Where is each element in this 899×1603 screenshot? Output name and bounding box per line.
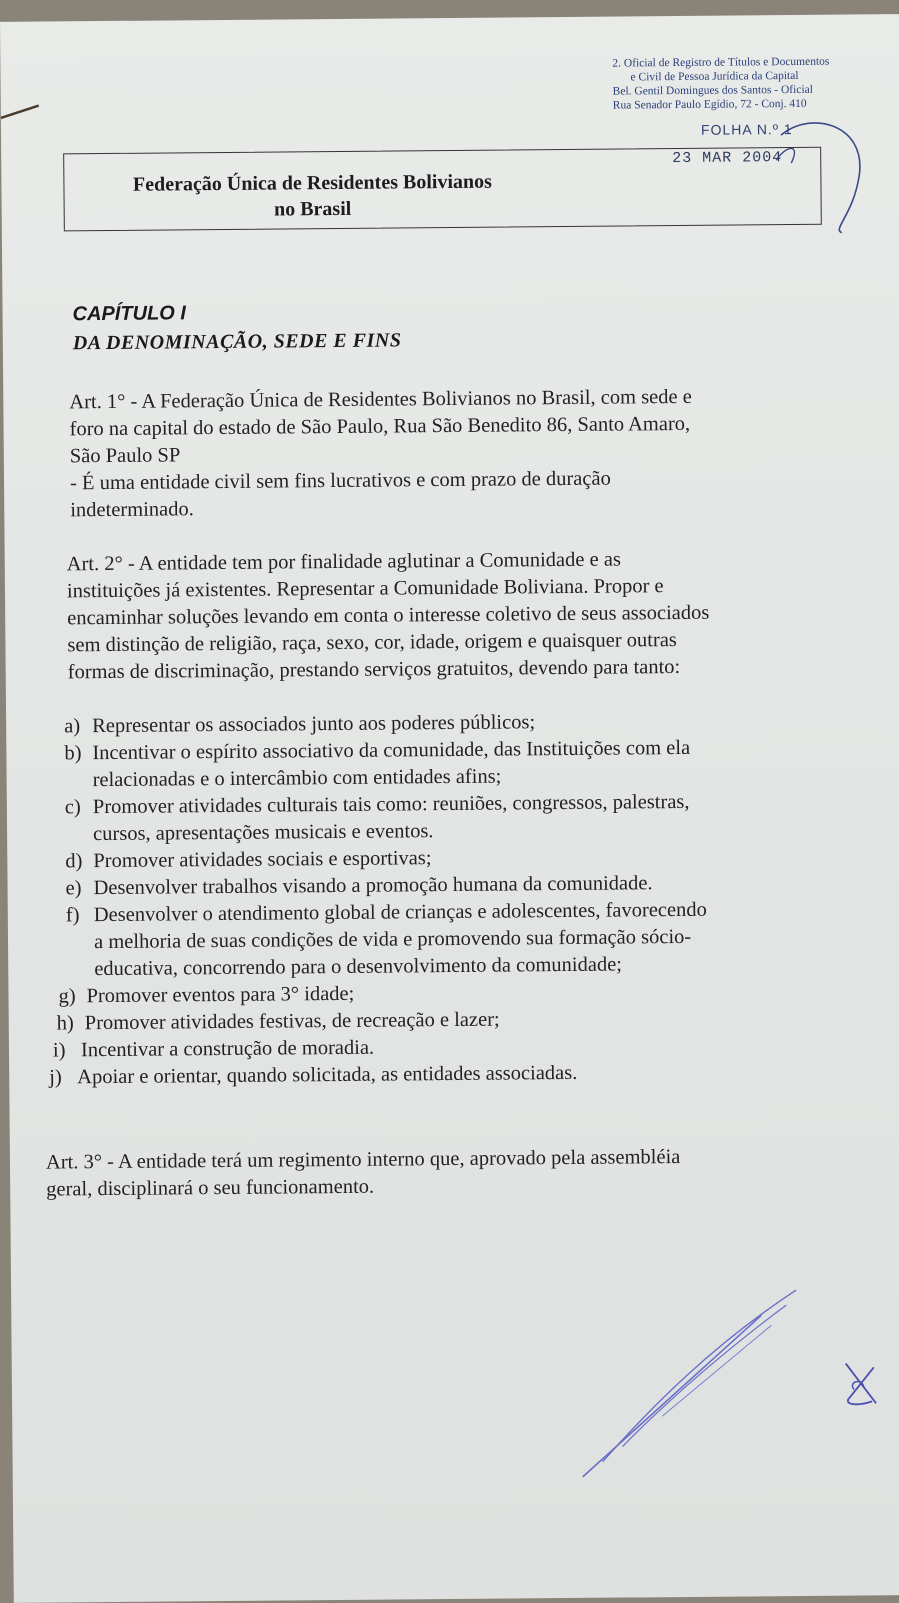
list-text: Promover atividades culturais tais como: reuniões, congressos, palestras,: [92, 790, 690, 819]
list-item: [64, 735, 705, 795]
article-2-items: [49, 708, 708, 1092]
text-line: Art. 2° - A entidade tem por finalidade aglutinar a Comunidade e as: [66, 548, 621, 576]
chapter-subtitle: DA DENOMINAÇÃO, SEDE E FINS: [72, 329, 402, 355]
page-title-line2: no Brasil: [273, 197, 352, 221]
list-marker: b): [64, 742, 82, 765]
list-text: Promover atividades sociais e esportivas;: [93, 847, 432, 873]
list-marker: i): [52, 1039, 66, 1062]
document-page: [0, 14, 899, 1603]
list-item: [49, 1059, 708, 1092]
list-text: Desenvolver o atendimento global de crianças e adolescentes, favorecendo: [93, 898, 707, 927]
list-text: Incentivar o espírito associativo da comunidade, das Instituições com ela: [92, 736, 691, 765]
text-line: geral, disciplinará o seu funcionamento.: [46, 1175, 375, 1201]
list-text: cursos, apresentações musicais e eventos.: [93, 820, 434, 846]
text-line: São Paulo SP: [69, 444, 181, 468]
article-2: [67, 545, 830, 687]
pen-stroke: [1, 81, 62, 142]
list-marker: d): [65, 850, 83, 873]
text-line: instituições já existentes. Representar a Comunidade Boliviana. Propor e: [66, 575, 664, 603]
list-text: a melhoria de suas condições de vida e promovendo sua formação sócio-: [93, 925, 692, 954]
list-text: Incentivar a construção de moradia.: [80, 1036, 375, 1062]
list-marker: j): [49, 1066, 62, 1089]
text-line: Art. 1° - A Federação Única de Residentes Bolivianos no Brasil, com sede e: [69, 385, 692, 414]
text-line: foro na capital do estado de São Paulo, Rua São Benedito 86, Santo Amaro,: [69, 412, 691, 441]
text-line: encaminhar soluções levando em conta o interesse coletivo de seus associados: [67, 601, 710, 630]
date-stamp: 23 MAR 2004: [672, 149, 783, 168]
chapter-label: CAPÍTULO I: [72, 302, 187, 326]
folha-number: FOLHA N.º 1: [700, 121, 793, 138]
list-marker: f): [65, 904, 80, 927]
list-item: [66, 897, 708, 984]
text-line: - É uma entidade civil sem fins lucrativos e com prazo de duração: [69, 467, 611, 495]
list-text: Promover eventos para 3° idade;: [86, 982, 355, 1008]
text-line: Art. 3° - A entidade terá um regimento interno que, aprovado pela assembléia: [45, 1146, 681, 1174]
initials-mark: [842, 1359, 882, 1409]
list-text: educativa, concorrendo para o desenvolvimento da comunidade;: [94, 953, 623, 981]
list-text: Desenvolver trabalhos visando a promoção humana da comunidade.: [93, 872, 653, 900]
list-text: Promover atividades festivas, de recreação e lazer;: [84, 1008, 500, 1035]
list-marker: h): [56, 1012, 74, 1035]
stamp-line: Bel. Gentil Domingues dos Santos - Oficial: [612, 83, 813, 98]
article-1: [69, 383, 826, 525]
text-line: indeterminado.: [70, 498, 194, 522]
list-marker: c): [64, 796, 81, 819]
stamp-line: Rua Senador Paulo Egídio, 72 - Conj. 410: [612, 97, 807, 112]
text-line: sem distinção de religião, raça, sexo, cor, idade, origem e quaisquer outras: [67, 629, 677, 657]
header-box: [63, 147, 822, 232]
stamp-line: e Civil de Pessoa Jurídica da Capital: [630, 69, 799, 84]
list-marker: a): [64, 715, 81, 738]
signature: [561, 1285, 823, 1487]
page-title: Federação Única de Residentes Bolivianos: [132, 170, 492, 196]
list-item: [65, 789, 706, 849]
list-text: Representar os associados junto aos poderes públicos;: [92, 711, 536, 738]
list-marker: e): [65, 877, 82, 900]
list-text: Apoiar e orientar, quando solicitada, as entidades associadas.: [77, 1061, 578, 1089]
text-line: formas de discriminação, prestando serviços gratuitos, devendo para tanto:: [67, 656, 681, 684]
list-marker: g): [58, 985, 76, 1008]
stamp-line: 2. Oficial de Registro de Títulos e Documentos: [612, 55, 830, 70]
list-text: relacionadas e o intercâmbio com entidades afins;: [92, 765, 502, 792]
article-3: [46, 1143, 836, 1204]
